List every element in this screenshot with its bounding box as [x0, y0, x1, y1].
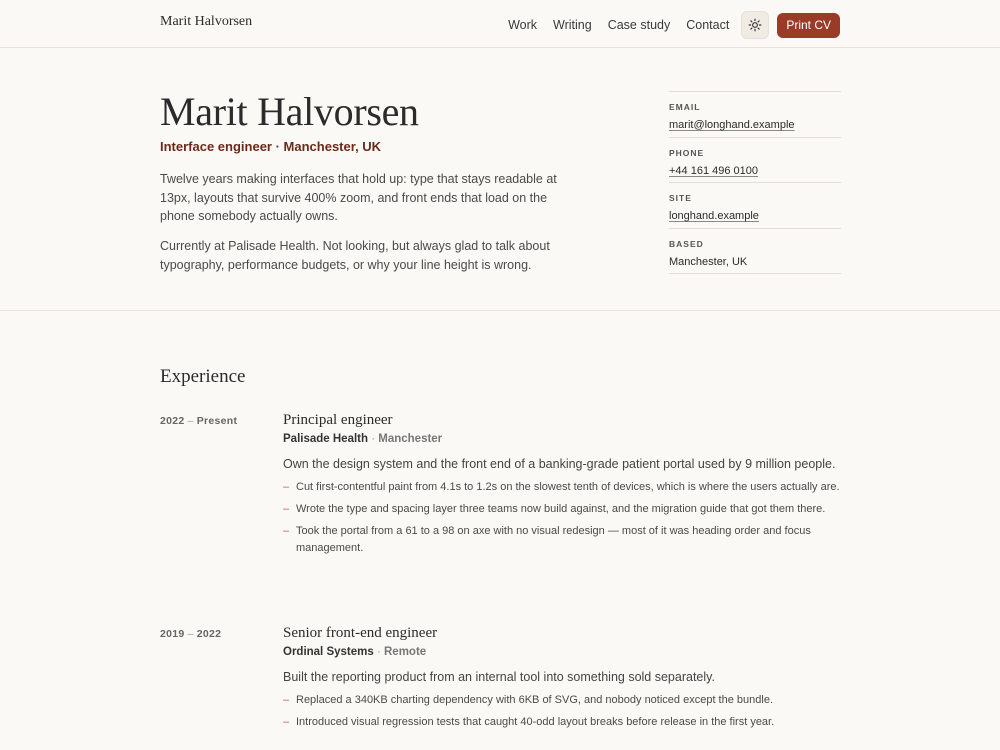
- hero-section: [0, 48, 1000, 311]
- job-location: Remote: [384, 646, 427, 658]
- site-link[interactable]: longhand.example: [669, 210, 759, 222]
- job-org: Palisade Health · Manchester: [283, 433, 443, 445]
- job-location: Manchester: [378, 433, 443, 445]
- job-achievements: [283, 692, 840, 731]
- list-item: – Cut first-contentful paint from 4.1s to 1.2s on the slowest tenth of devices, which is where the users actually are.: [283, 479, 840, 496]
- job-dates: 2022 – Present: [160, 415, 238, 427]
- hero-intro-paragraph: Twelve years making interfaces that hold up: type that stays readable at 13px, layouts that survive 400% zoom, and front ends that load on the phone somebody actually owns.: [160, 172, 557, 223]
- nav-link-contact[interactable]: Contact: [686, 18, 730, 32]
- print-cv-button[interactable]: Print CV: [777, 13, 840, 38]
- job-body: [283, 412, 840, 562]
- hero-status-paragraph: Currently at Palisade Health. Not looking, but always glad to talk about typography, performance budgets, or why your line height is wrong.: [160, 239, 550, 272]
- top-bar: [0, 0, 1000, 48]
- job-company: Ordinal Systems: [283, 646, 374, 658]
- main-nav: [508, 11, 840, 39]
- location-value: Manchester, UK: [669, 255, 748, 268]
- contact-item-phone: [669, 138, 841, 184]
- contact-item-site: [669, 183, 841, 229]
- job-body: [283, 625, 840, 736]
- nav-link-writing[interactable]: Writing: [553, 18, 592, 32]
- brand-name[interactable]: Marit Halvorsen: [160, 14, 253, 29]
- job-org: Ordinal Systems · Remote: [283, 646, 427, 658]
- job-end-date: 2022: [196, 628, 222, 640]
- nav-link-case-study[interactable]: Case study: [607, 18, 671, 32]
- list-item: – Replaced a 340KB charting dependency with 6KB of SVG, and nobody noticed except the bundle.: [283, 692, 840, 709]
- experience-heading: Experience: [160, 366, 246, 387]
- job-company: Palisade Health: [283, 433, 369, 445]
- list-item: – Introduced visual regression tests that caught 40-odd layout breaks before release in the first year.: [283, 714, 840, 731]
- list-item: – Took the portal from a 61 to a 98 on axe with no visual redesign — most of it was heading order and focus management.: [283, 523, 840, 557]
- job-title: Principal engineer: [283, 412, 393, 428]
- job-achievements: [283, 479, 840, 557]
- nav-link-work[interactable]: Work: [508, 18, 538, 32]
- theme-toggle-button[interactable]: [741, 11, 769, 39]
- job-title: Senior front-end engineer: [283, 625, 438, 641]
- list-item: – Wrote the type and spacing layer three teams now build against, and the migration guide that got them there.: [283, 501, 840, 518]
- job-summary: Own the design system and the front end of a banking-grade patient portal used by 9 million people.: [283, 457, 836, 471]
- sun-icon: [748, 18, 762, 32]
- job-start-date: 2019: [160, 628, 185, 640]
- contact-label: BASED: [669, 238, 704, 249]
- phone-link[interactable]: +44 161 496 0100: [669, 164, 759, 177]
- email-link[interactable]: marit@longhand.example: [669, 119, 795, 131]
- job-start-date: 2022: [160, 415, 185, 427]
- job-dates: 2019 – 2022: [160, 628, 222, 640]
- job-summary: Built the reporting product from an internal tool into something sold separately.: [283, 670, 715, 684]
- contact-label: PHONE: [669, 147, 705, 158]
- contact-label: EMAIL: [669, 102, 701, 112]
- contact-item-email: [669, 92, 841, 138]
- job-end-date: Present: [196, 415, 238, 427]
- contact-label: SITE: [669, 193, 692, 203]
- contact-list: [669, 91, 841, 274]
- hero-role: Interface engineer · Manchester, UK: [160, 139, 382, 154]
- page-title: Marit Halvorsen: [160, 89, 419, 134]
- contact-item-based: [669, 229, 841, 275]
